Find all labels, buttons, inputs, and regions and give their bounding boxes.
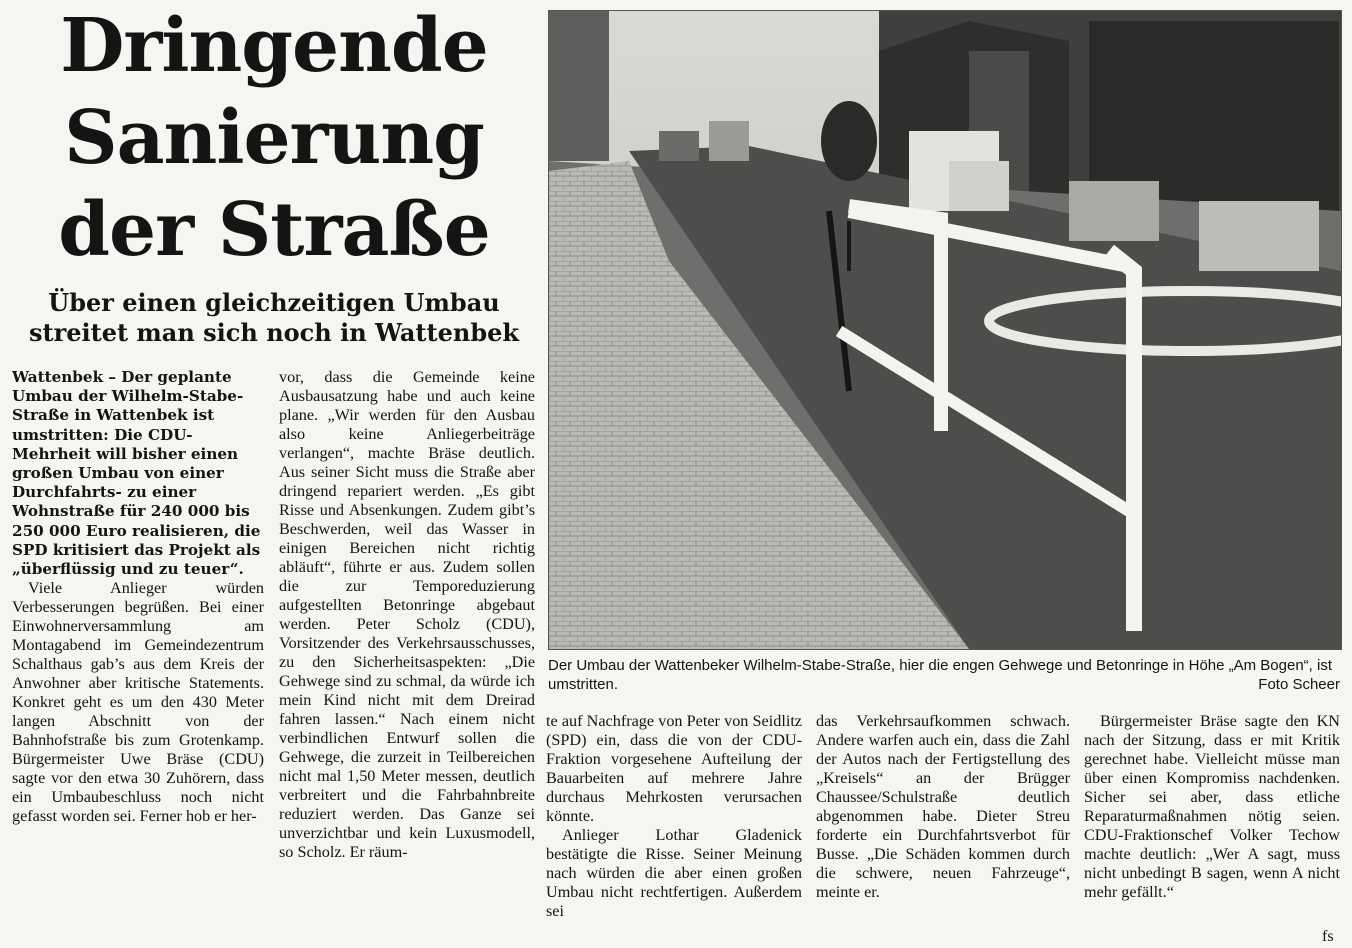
- subhead-line: Über einen gleichzeitigen Umbau: [48, 288, 500, 317]
- photo-credit: Foto Scheer: [1258, 676, 1340, 693]
- article-column-4: [816, 712, 1070, 944]
- lead-paragraph: Wattenbek – Der geplante Umbau der Wilhelm-Stabe-Straße in Wattenbek ist umstritten: Die CDU-Mehrheit will bisher einen großen Umbau von einer Durchfahrts- zu einer Wohnstraße für 240 000 bis 250 000 Euro realisieren, die SPD kritisiert das Projekt als „überflüssig und zu teuer“.: [12, 368, 261, 579]
- body-paragraph: vor, dass die Gemeinde keine Ausbausatzung habe und auch keine plane. „Wir werden für den Ausbau also keine Anliegerbeiträge verlangen“, machte Bräse deutlich. Aus seiner Sicht muss die Straße aber dringend repariert werden. „Es gibt Risse und Absenkungen. Zudem gibt’s Beschwerden, weil das Wasser in einigen Bereichen nicht richtig abläuft“, führte er aus. Zudem sollen die zur Temporeduzierung aufgestellten Betonringe abgebaut werden. Peter Scholz (CDU), Vorsitzender des Verkehrsausschusses, zu den Sicherheitsaspekten: „Die Gehwege sind zu schmal, da würde ich mein Kind nicht mit dem Dreirad fahren lassen.“ Nach einem nicht verbindlichen Entwurf sollen die Gehwege, die zurzeit in Teilbereichen nicht mal 1,50 Meter messen, deutlich verbreitert und die Fahrbahnbreite reduziert werden. Das Ganze sei unverzichtbar und kein Luxusmodell, so Scholz. Er räum-: [279, 368, 535, 861]
- subhead-line: streitet man sich noch in Wattenbek: [28, 318, 519, 347]
- article-column-5: [1084, 712, 1340, 928]
- street-photo: [548, 10, 1342, 650]
- article-column-2: [279, 368, 535, 942]
- headline-line: der Straße: [58, 187, 490, 273]
- headline-line: Sanierung: [64, 95, 484, 181]
- body-paragraph: Anlieger Lothar Gladenick bestätigte die Risse. Seiner Meinung nach würden die aber einen großen Umbau nicht rechtfertigen. Außerdem sei: [546, 826, 802, 920]
- body-paragraph: das Verkehrsaufkommen schwach. Andere warfen auch ein, dass die Zahl der Autos nach der Fertigstellung des „Kreisels“ an der Brügger Chaussee/Schulstraße deutlich abgenommen habe. Dieter Streu forderte ein Durchfahrtsverbot für Busse. „Die Schäden kommen durch die schwere, neuen Fahrzeuge“, meinte er.: [816, 712, 1070, 901]
- street-photo-illustration: [549, 11, 1341, 649]
- body-paragraph: Bürgermeister Bräse sagte den KN nach der Sitzung, dass er mit Kritik gerechnet habe. Vielleicht müsse man über einen Kompromiss nachdenken. Sicher sei aber, dass etliche Reparaturmaßnahmen nötig seien. CDU-Fraktionschef Volker Techow machte deutlich: „Wer A sagt, muss nicht unbedingt B sagen, wenn A nicht mehr gefällt.“: [1084, 712, 1340, 901]
- body-paragraph: Viele Anlieger würden Verbesserungen begrüßen. Bei einer Einwohnerversammlung am Montagabend im Gemeindezentrum Schalthaus gab’s aus dem Kreis der Anwohner aber kritische Statements. Konkret geht es um den 430 Meter langen Abschnitt von der Bahnhofstraße bis zum Grotenkamp. Bürgermeister Uwe Bräse (CDU) sagte vor den etwa 30 Zuhörern, dass ein Umbaubeschluss noch nicht gefasst worden sei. Ferner hob er her-: [12, 579, 264, 826]
- headline-line: Dringende: [60, 3, 488, 89]
- headline: [14, 0, 534, 276]
- author-signature: fs: [1322, 928, 1334, 945]
- photo-caption: Der Umbau der Wattenbeker Wilhelm-Stabe-Straße, hier die engen Gehwege und Betonringe in Höhe „Am Bogen“, ist umstritten.: [548, 657, 1333, 693]
- body-paragraph: te auf Nachfrage von Peter von Seidlitz (SPD) ein, dass die von der CDU-Fraktion vorgesehene Aufteilung der Bauarbeiten auf mehrere Jahre durchaus Mehrkosten verursachen könnte.: [546, 712, 802, 825]
- article-column-3: [546, 712, 802, 944]
- article-column-1: [12, 368, 264, 942]
- subheadline: [14, 288, 534, 348]
